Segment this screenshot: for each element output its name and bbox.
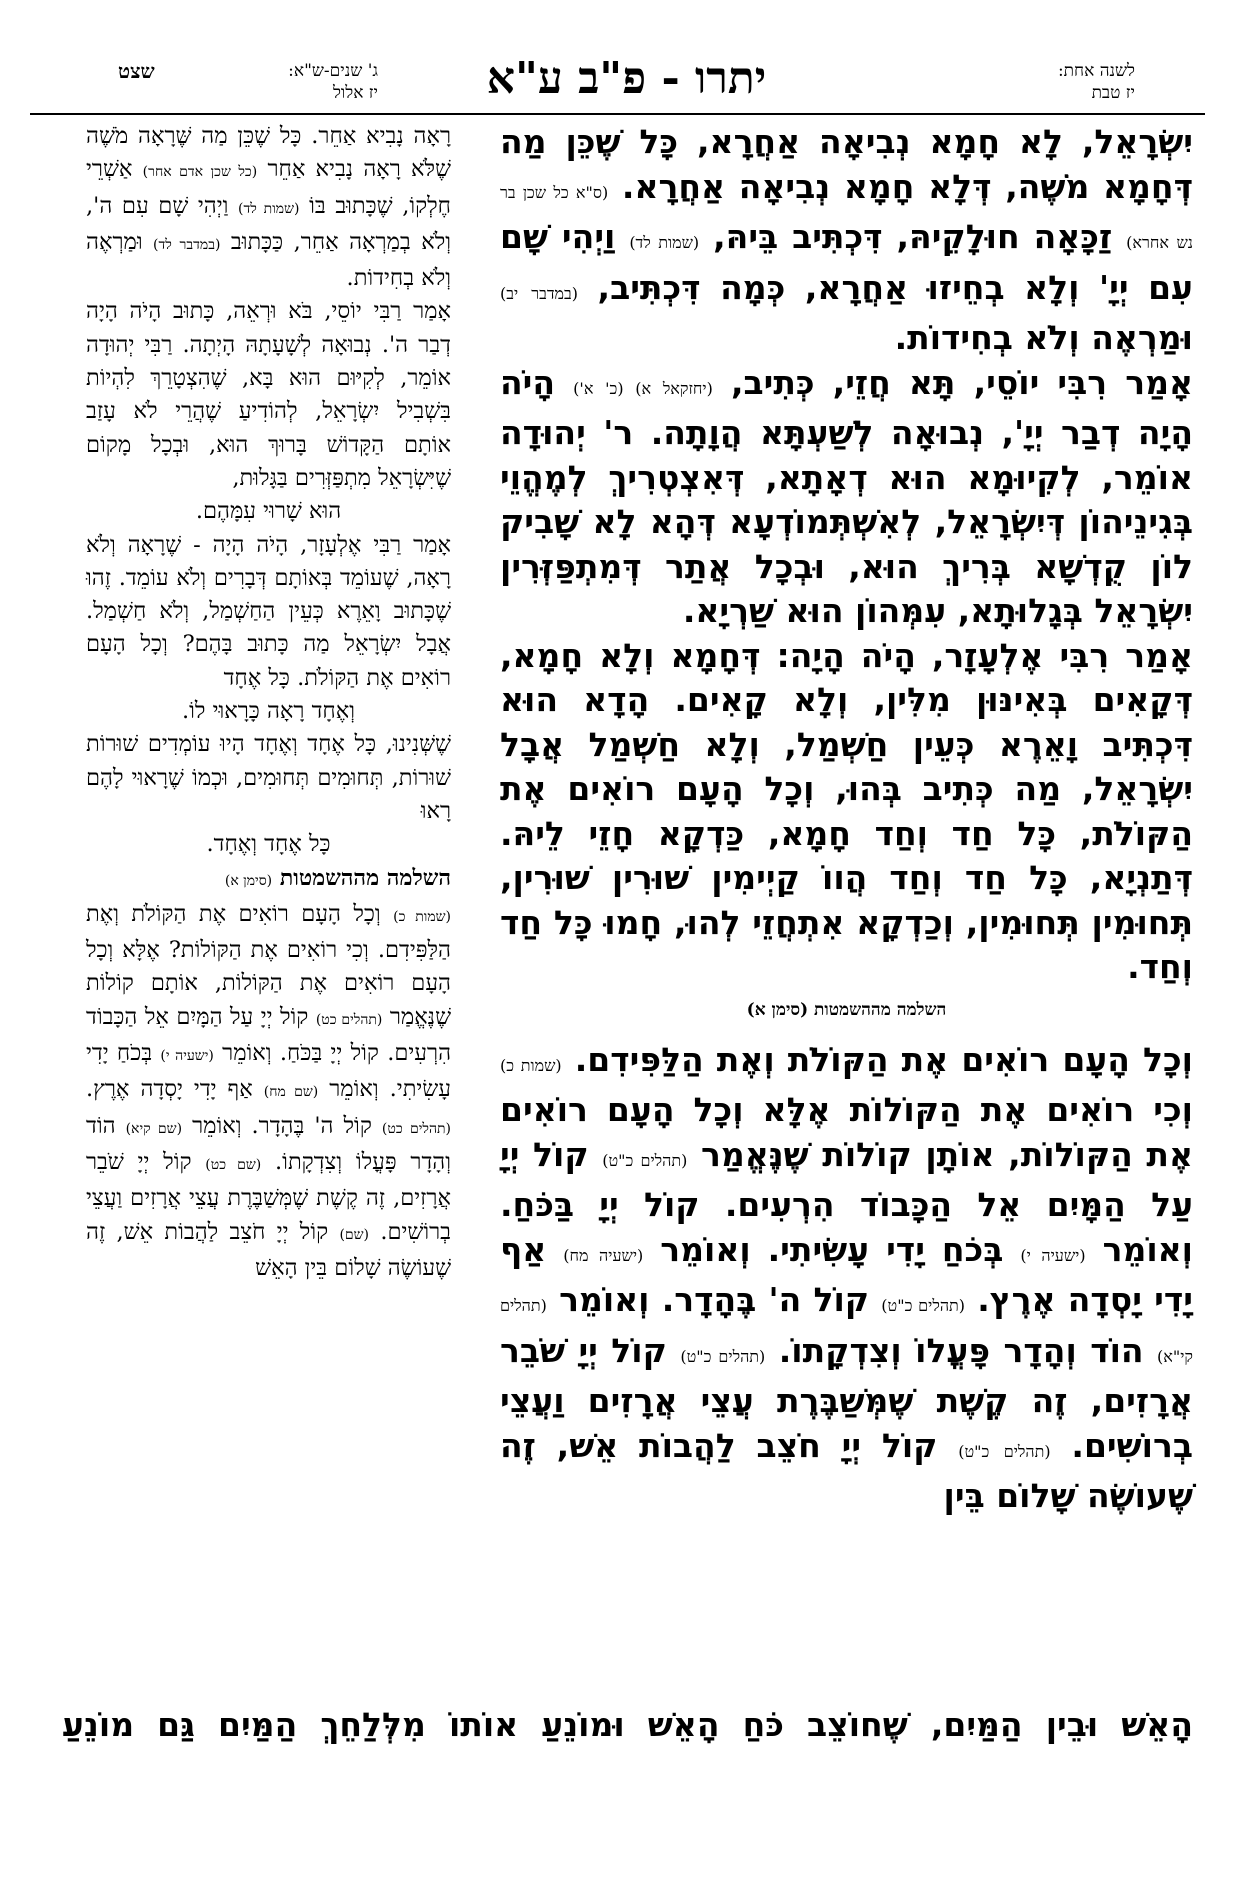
source-citation: (שמות כ) — [500, 1055, 562, 1075]
translation-paragraph-5 — [86, 898, 451, 1285]
translation-paragraph-3-end: וְאֶחָד רָאָה כָּרָאוּי לוֹ. — [182, 698, 355, 725]
main-text: זַכָּאָה חוּלָקֵיהּ, דִּכְתִּיב בֵּיהּ, — [713, 217, 1113, 256]
main-text: קוֹל יְיָ חֹצֵב לַהֲבוֹת אֵשׁ, זֶה שֶׁעוֹשֶׂה שָׁלוֹם בֵּין — [500, 1425, 1193, 1515]
source-citation: (שם) — [339, 1226, 370, 1243]
main-text: וְכָל הָעָם רוֹאִים אֶת הַקּוֹלֹת וְאֶת הַלַּפִּידִם. — [574, 1039, 1193, 1079]
translation-paragraph-3: אָמַר רַבִּי אֶלְעָזָר, הָיֹה הָיָה - שֶׁרָאָה וְלֹא רָאָה, שֶׁעוֹמֵד בְּאוֹתָם דְּבָרִים וְלֹא עוֹמֵד. זֶהוּ שֶׁכָּתוּב וָאֵרֶא כְּעֵין הַחַשְׁמַל, וְלֹא חַשְׁמַל. אֲבָל יִשְׂרָאֵל מַה כָּתוּב בָּהֶם? וְכָל הָעָם רוֹאִים אֶת הַקּוֹלֹת. כָּל אֶחָד — [86, 531, 451, 691]
translation-text: אַשְׁרֵי חֶלְקוֹ, שֶׁכָּתוּב בּוֹ — [86, 156, 451, 219]
main-text: יִשְׂרָאֵל, לָא חָמָא נְבִיאָה אַחֲרָא, כָּל שֶׁכֵּן מַה דְּחָמָא מֹשֶׁה, דְּלָא חָמָא נְבִיאָה אַחֲרָא. — [500, 122, 1193, 206]
main-text: קוֹל יְיָ עַל הַמָּיִם אֵל הַכָּבוֹד הִרְעִים. קוֹל יְיָ בַּכֹּחַ. וְאוֹמֵר — [500, 1134, 1194, 1269]
translation-text: רָאָה נָבִיא אַחֵר. כָּל שֶׁכֵּן מַה שֶּׁרָאָה מֹשֶׁה שֶׁלֹּא רָאָה נָבִיא אַחֵר — [86, 123, 451, 183]
page-title: יתרו - פ"ב ע"א — [486, 53, 767, 104]
main-text: אַף יָדִי יָסְדָה אֶרֶץ. — [500, 1229, 1193, 1319]
translation-text: קוֹל יְיָ חֹצֵב לַהֲבוֹת אֵשׁ, זֶה שֶׁעוֹשֶׂה שָׁלוֹם בֵּין הָאֵשׁ — [86, 1218, 451, 1281]
source-citation: (תהלים כט) — [381, 1120, 452, 1137]
translation-paragraph-2-end: הוּא שָׁרוּי עִמָּהֶם. — [195, 498, 342, 525]
translation-text: וּמַרְאֶה וְלֹא בְחִידוֹת. — [86, 228, 451, 292]
main-text: הוֹד וְהָדָר פָּעֳלוֹ וְצִדְקָתוֹ. — [778, 1330, 1144, 1370]
source-citation: (תהלים כ"ט) — [958, 1441, 1051, 1461]
main-section-title: השלמה מההשמטות (סימן א) — [746, 999, 947, 1020]
translation-text: בְּכֹחַ יָדִי עָשִׂיתִי. וְאוֹמֵר — [86, 1040, 451, 1103]
main-text: קוֹל ה' בֶּהָדָר. וְאוֹמֵר — [559, 1280, 870, 1319]
main-paragraph-3 — [500, 634, 1193, 990]
source-citation: (שם כט) — [205, 1156, 262, 1173]
source-citation: (שמות כ) — [393, 908, 451, 925]
source-citation: (ישעיה י) — [1020, 1245, 1086, 1265]
source-citation: (שמות לד) — [629, 233, 700, 252]
header-one-year-date: יז טבת — [1091, 83, 1135, 103]
translation-text: וְכָל הָעָם רוֹאִים אֶת הַקּוֹלֹת וְאֶת הַלַּפִּידִם. וְכִי רוֹאִים אֶת הַקּוֹלוֹת? אֶלָּא וְכָל הָעָם רוֹאִים אֶת הַקּוֹלוֹת, אוֹתָם קוֹלוֹת שֶׁנֶּאֱמַר — [86, 900, 452, 1030]
source-citation: (שם קיא) — [125, 1120, 183, 1137]
main-paragraph-2 — [500, 361, 1193, 634]
translation-text: קוֹל ה' בֶּהָדָר. וְאוֹמֵר — [192, 1112, 372, 1139]
source-citation: (כל שכן אדם אחר) — [142, 164, 258, 181]
source-citation: (ישעיה מח) — [563, 1245, 644, 1265]
main-text: הָיֹה הָיָה דְבַר יְיָ', נְבוּאָה לְשַׁעְתָּא הֲוָתָה. ר' יְהוּדָה אוֹמֵר, לְקִיוּמָא הוּא דְאָתָא, דְּאִצְטְרִיךְ לְמֶהֱוֵי בְּגִינֵיהוֹן דְּיִשְׂרָאֵל, לְאִשְׁתְּמוֹדְעָא דְּהָא לָא שָׁבִיק לוֹן קֻדְשָׁא בְּרִיךְ הוּא, וּבְכָל אֲתַר דְּמִתְפַּזְּרִין יִשְׂרָאֵל בְּגָלוּתָא, עִמְּהוֹן הוּא שַׁרְיָא. — [500, 362, 1193, 630]
main-text-column — [500, 120, 1193, 1519]
main-text: אָמַר רִבִּי אֶלְעָזָר, הָיֹה הָיָה: דְּחָמָא וְלָא חָמָא, דְּקָאִים בְּאִינּוּן מִלִּין, וְלָא קָאִים. הָדָא הוּא דִּכְתִּיב וָאֵרֶא כְּעֵין חַשְׁמַל, וְלָא חַשְׁמַל אֲבָל יִשְׂרָאֵל, מַה כְּתִיב בְּהוּ, וְכָל הָעָם רוֹאִים אֶת הַקּוֹלֹת, כָּל חַד וְחַד חָמָא, כַּדְקָא חָזֵי לֵיהּ. דְּתַנְיָא, כָּל חַד וְחַד הֲווֹ קַיְימִין שׁוּרִין שׁוּרִין, תְּחוּמִין תְּחוּמִין, וְכַדְקָא אִתְחֲזֵי לְהוּ, חָמוּ כָּל חַד וְחַד. — [500, 635, 1193, 986]
translation-text: וַיְהִי שָׁם עִם ה', וְלֹא בְמַרְאָה אַחֵר, כַּכָּתוּב — [86, 192, 451, 255]
source-citation: (יחזקאל א) (כ' א') — [573, 378, 713, 398]
header-date-three-years — [118, 60, 378, 104]
source-citation: (שם מח) — [263, 1084, 319, 1101]
source-citation: (ישעיה י) — [160, 1048, 214, 1065]
source-citation: (תהלים כ"ט) — [602, 1150, 688, 1170]
translation-paragraph-1 — [86, 120, 451, 295]
source-citation: (סימן א) — [224, 872, 273, 889]
header-one-year-label: לשנה אחת: — [1057, 61, 1135, 81]
main-text: קוֹל יְיָ שֹׁבֵר אֲרָזִים, זֶה קֶשֶׁת שֶׁמְּשַׁבֶּרֶת עֲצֵי אֲרָזִים וַעֲצֵי בְרוֹשִׁים. — [500, 1330, 1193, 1465]
main-text: וַיְהִי שָׁם עִם יְיָ' וְלָא בְחֵיזוּ אַחֲרָא, כְּמָה דִּכְתִּיב, — [500, 217, 1193, 307]
translation-paragraph-2: אָמַר רַבִּי יוֹסֵי, בֹּא וּרְאֵה, כָּתוּב הָיֹה הָיָה דְבַר ה'. נְבוּאָה לְשָׁעָתָהּ הָיְתָה. רַבִּי יְהוּדָה אוֹמֵר, לְקִיּוּם הוּא בָּא, שֶׁהִצְטָרֵךְ לִהְיוֹת בִּשְׁבִיל יִשְׂרָאֵל, לְהוֹדִיעַ שֶׁהֲרֵי לֹא עָזַב אוֹתָם הַקָּדוֹשׁ בָּרוּךְ הוּא, וּבְכָל מָקוֹם שֶׁיִּשְׂרָאֵל מִתְפַּזְּרִים בַּגָּלוּת, — [86, 298, 451, 491]
source-citation: (תהלים כ"ט) — [881, 1296, 966, 1315]
source-citation: (במדבר יב) — [500, 283, 578, 303]
translation-paragraph-4-end: כָּל אֶחָד וְאֶחָד. — [206, 831, 331, 858]
translation-text: קוֹל יְיָ עַל הַמָּיִם אֵל הַכָּבוֹד הִרְעִים. קוֹל יְיָ בַּכֹּחַ. וְאוֹמֵר — [86, 1003, 452, 1067]
bottom-continuation-line: הָאֵשׁ וּבֵין הַמַּיִם, שֶׁחוֹצֵב כֹּחַ הָאֵשׁ וּמוֹנֵעַ אוֹתוֹ מִלְּלַחֵךְ הַמַּיִם גַּם מוֹנֵעַ — [62, 1705, 1193, 1744]
page-number: שצט — [118, 59, 155, 83]
main-text: אָמַר רִבִּי יוֹסֵי, תָּא חֲזֵי, כְּתִיב, — [730, 362, 1193, 402]
main-text: וּמַרְאֶה וְלֹא בְחִידוֹת. — [894, 318, 1193, 357]
header-rule — [30, 113, 1205, 115]
translation-column — [86, 120, 451, 1285]
translation-section-title — [86, 862, 451, 898]
translation-paragraph-4: שֶׁשְּׁנִינוּ, כָּל אֶחָד וְאֶחָד הָיוּ עוֹמְדִים שׁוּרוֹת שׁוּרוֹת, תְּחוּמִים תְּחוּמִים, וּכְמוֹ שֶׁרָאוּי לָהֶם רָאוּ — [86, 731, 451, 824]
source-citation: (תהלים כט) — [315, 1011, 383, 1028]
main-paragraph-4 — [500, 1038, 1193, 1519]
header-three-years-date: יז אלול — [332, 83, 378, 103]
translation-text: קוֹל יְיָ שֹׁבֵר אֲרָזִים, זֶה קֶשֶׁת שֶׁמְּשַׁבֶּרֶת עֲצֵי אֲרָזִים וַעֲצֵי בְרוֹשִׁים. — [86, 1148, 451, 1245]
source-citation: (ס"א כל שכן בר נש אחרא) — [500, 182, 1193, 252]
translation-text: אַף יָדִי יָסְדָה אֶרֶץ. — [86, 1076, 253, 1103]
main-paragraph-1 — [500, 120, 1193, 361]
source-citation: (שמות לד) — [238, 200, 300, 217]
translation-text: הוֹד וְהָדָר פָּעֳלוֹ וְצִדְקָתוֹ. — [86, 1112, 451, 1175]
section-title-text: השלמה מההשמטות — [279, 864, 451, 891]
source-citation: (תהלים כ"ט) — [680, 1346, 766, 1366]
main-text: וְכִי רוֹאִים אֶת הַקּוֹלוֹת אֶלָּא וְכָל הָעָם רוֹאִים אֶת הַקּוֹלוֹת, אוֹתָן קוֹלוֹת שֶׁנֶּאֱמַר — [500, 1090, 1193, 1174]
header-three-years-label: ג' שנים-ש"א: — [288, 61, 378, 81]
source-citation: (במדבר לד) — [153, 236, 221, 253]
main-text: בְּכֹחַ יָדִי עָשִׂיתִי. וְאוֹמֵר — [660, 1229, 1004, 1269]
source-citation: (תהלים קי"א) — [500, 1296, 1193, 1366]
